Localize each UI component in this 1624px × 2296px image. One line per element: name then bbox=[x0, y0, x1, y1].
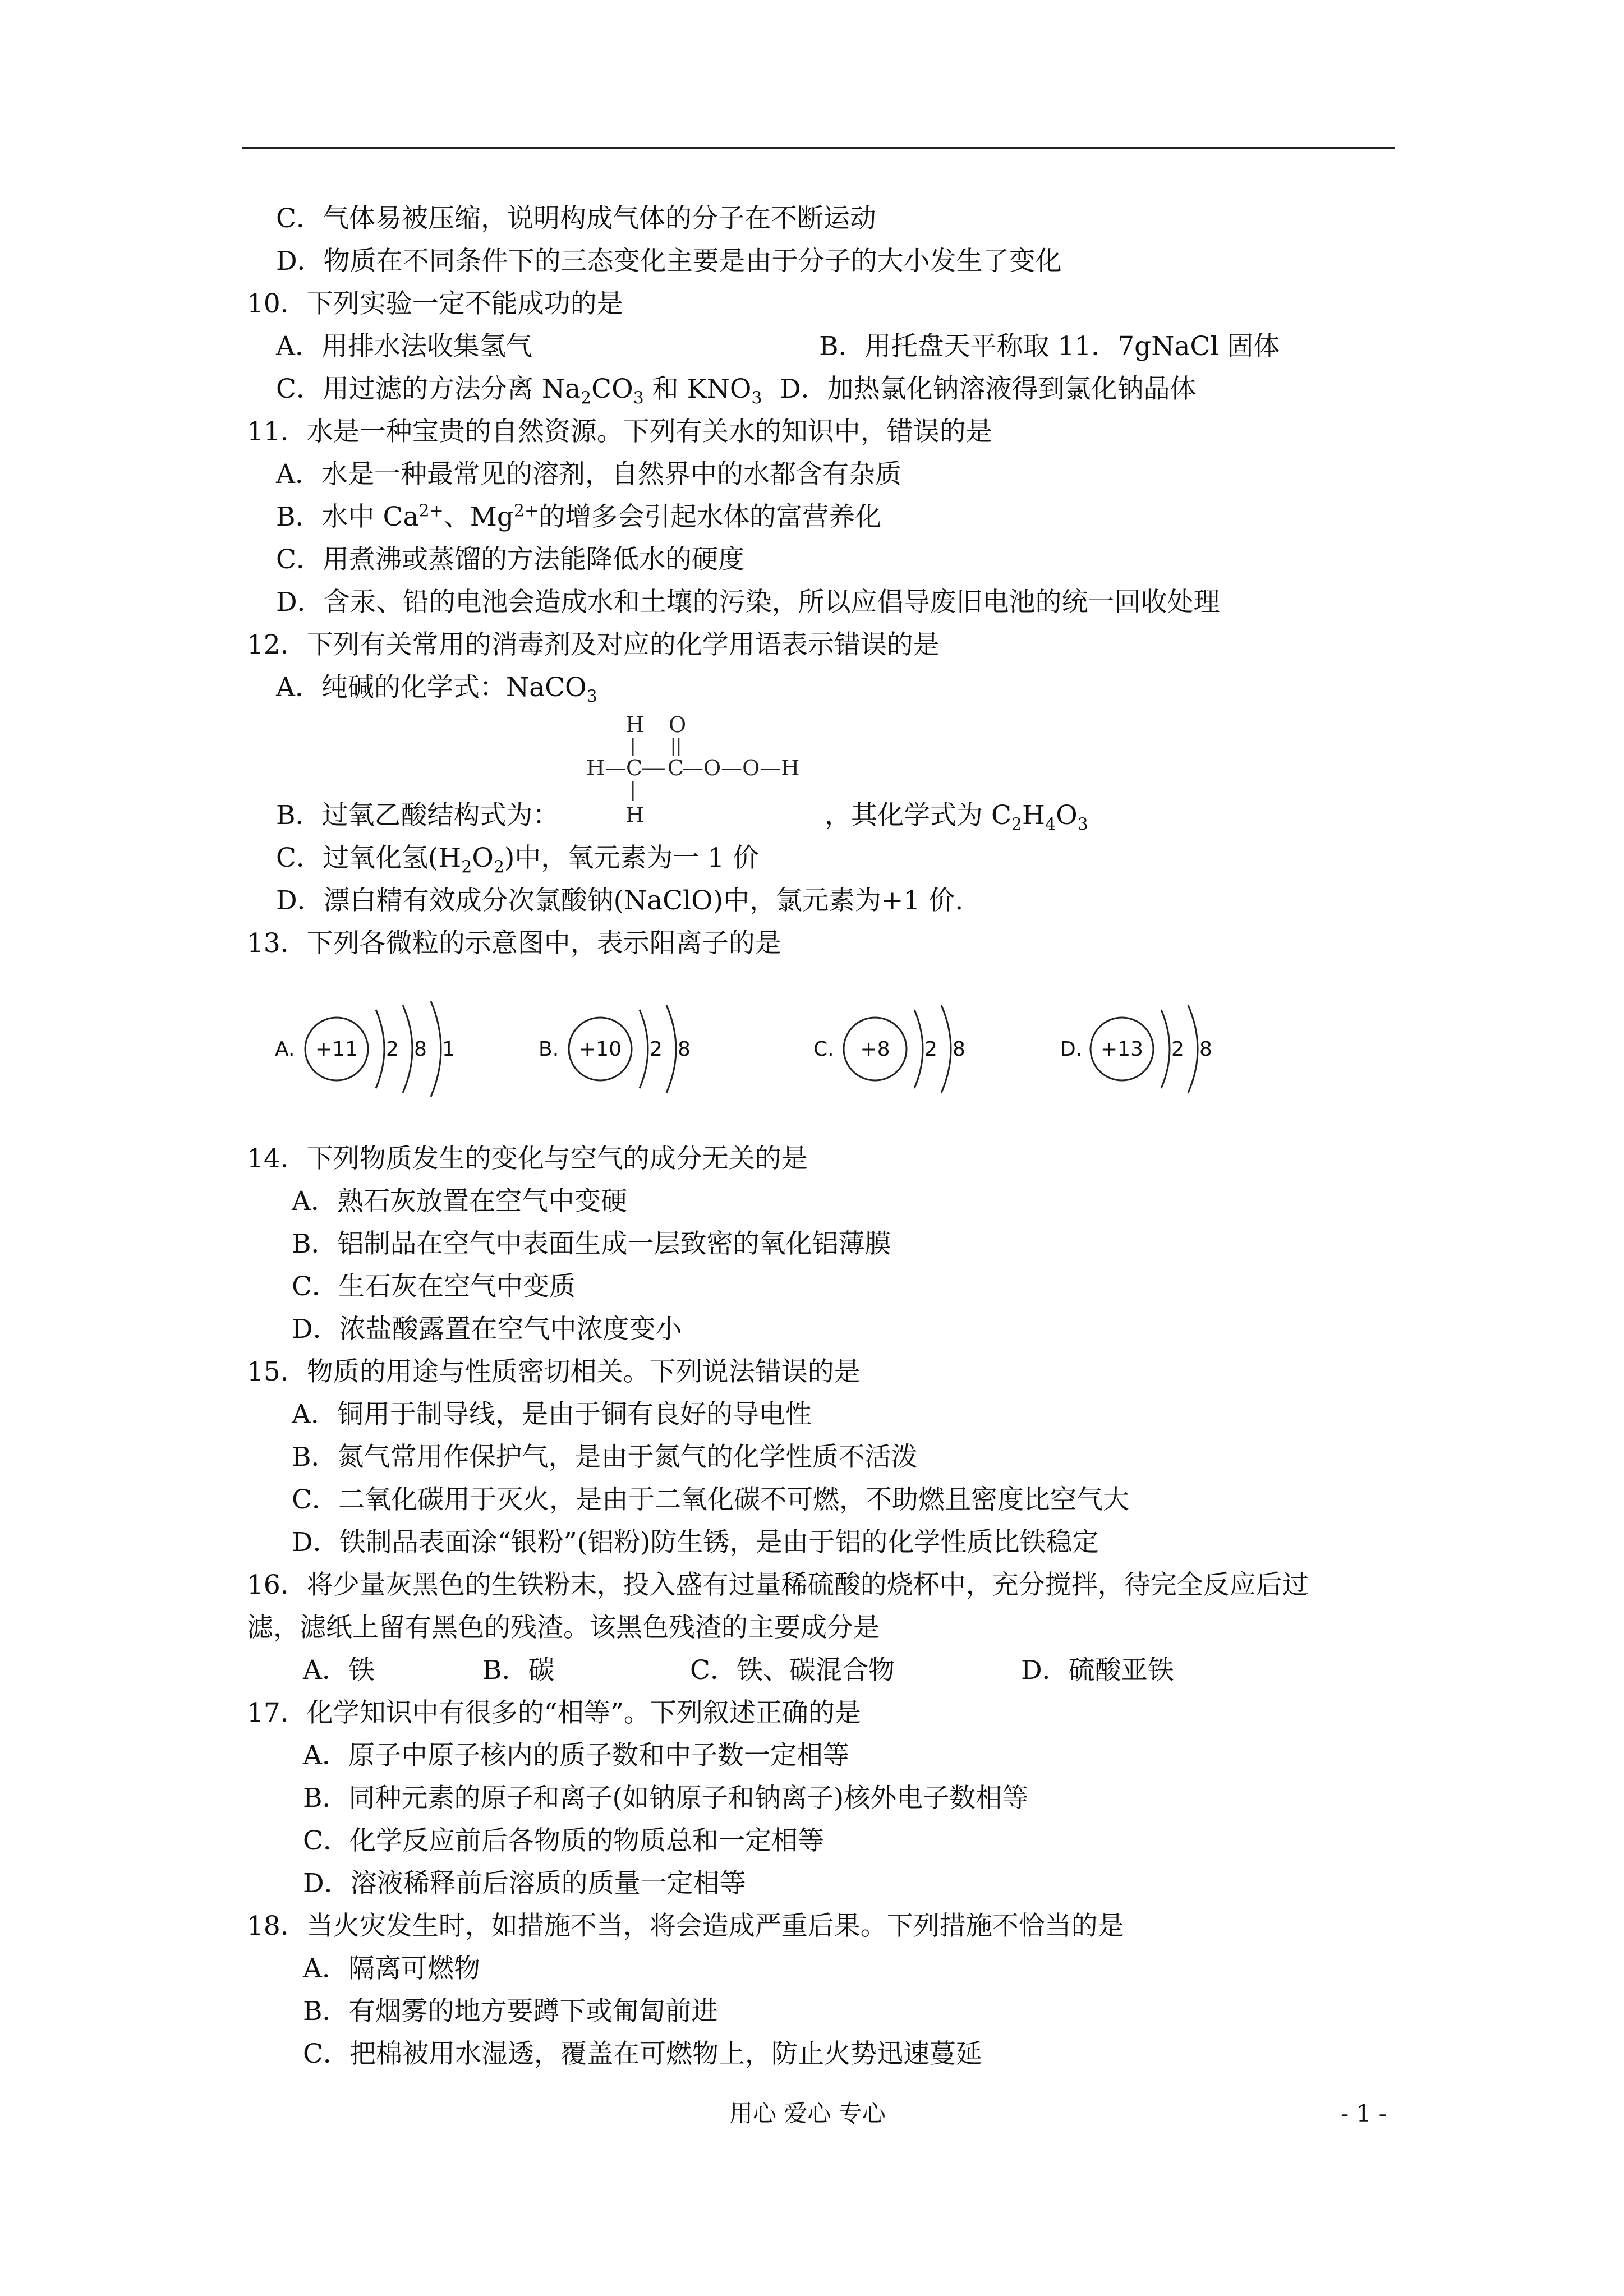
structure-top-o: O bbox=[669, 712, 687, 737]
svg-text:A.: A. bbox=[275, 1038, 295, 1061]
ion-diagrams bbox=[275, 993, 1251, 1105]
q10-option-c: C．用过滤的方法分离 $Na_2CO_3$ 和 $KNO_3$ bbox=[276, 374, 762, 408]
q15-option-a: A．铜用于制导线，是由于铜有良好的导电性 bbox=[292, 1399, 812, 1430]
page-number: - 1 - bbox=[1341, 2100, 1387, 2127]
q9-option-d: D．物质在不同条件下的三态变化主要是由于分子的大小发生了变化 bbox=[276, 246, 1062, 277]
ion-diagram-d bbox=[1060, 1005, 1212, 1093]
q11-option-d: D．含汞、铅的电池会造成水和土壤的污染，所以应倡导废旧电池的统一回收处理 bbox=[276, 587, 1220, 618]
q10-stem: 10．下列实验一定不能成功的是 bbox=[247, 288, 623, 319]
q10-option-b: B．用托盘天平称取 11．7gNaCl 固体 bbox=[819, 331, 1280, 362]
q17-stem: 17．化学知识中有很多的“相等”。下列叙述正确的是 bbox=[247, 1697, 861, 1728]
structure-chain: —O—O—H bbox=[682, 756, 800, 780]
q18-option-c: C．把棉被用水湿透，覆盖在可燃物上，防止火势迅速蔓延 bbox=[303, 2039, 982, 2069]
q15-option-d: D．铁制品表面涂“银粉”(铝粉)防生锈，是由于铝的化学性质比铁稳定 bbox=[292, 1527, 1099, 1558]
q17-option-c: C．化学反应前后各物质的物质总和一定相等 bbox=[303, 1825, 824, 1856]
q11-option-b: B．水中 $Ca^{2+}$、$Mg^{2+}$的增多会引起水体的富营养化 bbox=[276, 501, 882, 532]
q17-option-a: A．原子中原子核内的质子数和中子数一定相等 bbox=[303, 1740, 849, 1771]
svg-text:1: 1 bbox=[442, 1038, 455, 1061]
svg-text:2: 2 bbox=[386, 1038, 399, 1061]
ion-diagram-b bbox=[539, 1005, 691, 1093]
q12-stem: 12．下列有关常用的消毒剂及对应的化学用语表示错误的是 bbox=[247, 629, 940, 660]
svg-text:8: 8 bbox=[953, 1038, 965, 1061]
q16-option-d: D．硫酸亚铁 bbox=[1021, 1655, 1174, 1686]
svg-text:2: 2 bbox=[924, 1038, 937, 1061]
header-rule bbox=[242, 147, 1395, 149]
structure-bottom-h: H bbox=[625, 803, 645, 827]
q12-option-c: C．过氧化氢$(H_2O_2)$中，氧元素为一 1 价 bbox=[276, 843, 760, 877]
q18-option-b: B．有烟雾的地方要蹲下或匍匐前进 bbox=[303, 1996, 718, 2027]
q10-option-d: D．加热氯化钠溶液得到氯化钠晶体 bbox=[780, 374, 1197, 404]
svg-text:8: 8 bbox=[414, 1038, 427, 1061]
q12-option-b: B．过氧乙酸结构式为： bbox=[276, 800, 559, 831]
svg-text:B.: B. bbox=[539, 1038, 559, 1061]
q16-option-a: A．铁 bbox=[303, 1655, 375, 1686]
svg-text:C.: C. bbox=[813, 1038, 834, 1061]
q14-option-d: D．浓盐酸露置在空气中浓度变小 bbox=[292, 1314, 682, 1345]
structure-c2: C bbox=[668, 756, 684, 780]
svg-text:+13: +13 bbox=[1101, 1038, 1143, 1061]
q12-option-b-formula: ，其化学式为 $C_2H_4O_3$ bbox=[825, 800, 1088, 835]
svg-text:2: 2 bbox=[1171, 1038, 1184, 1061]
q11-stem: 11．水是一种宝贵的自然资源。下列有关水的知识中，错误的是 bbox=[247, 416, 992, 447]
q14-option-c: C．生石灰在空气中变质 bbox=[292, 1271, 576, 1302]
q16-stem-line1: 16．将少量灰黑色的生铁粉末，投入盛有过量稀硫酸的烧杯中，充分搅拌，待完全反应后过 bbox=[247, 1570, 1309, 1600]
q15-stem: 15．物质的用途与性质密切相关。下列说法错误的是 bbox=[247, 1356, 861, 1387]
q16-option-c: C．铁、碳混合物 bbox=[690, 1655, 895, 1686]
svg-text:8: 8 bbox=[1199, 1038, 1212, 1061]
q12-option-a: A．纯碱的化学式：NaCO$_3$ bbox=[276, 672, 597, 707]
q18-stem: 18．当火灾发生时，如措施不当，将会造成严重后果。下列措施不恰当的是 bbox=[247, 1911, 1124, 1941]
q17-option-d: D．溶液稀释前后溶质的质量一定相等 bbox=[303, 1868, 746, 1899]
q11-option-c: C．用煮沸或蒸馏的方法能降低水的硬度 bbox=[276, 544, 744, 575]
ion-diagram-c bbox=[813, 1005, 965, 1093]
q15-option-c: C．二氧化碳用于灭火，是由于二氧化碳不可燃，不助燃且密度比空气大 bbox=[292, 1484, 1129, 1515]
q9-option-c: C．气体易被压缩，说明构成气体的分子在不断运动 bbox=[276, 203, 876, 234]
svg-text:2: 2 bbox=[650, 1038, 663, 1061]
svg-text:+8: +8 bbox=[860, 1038, 890, 1061]
q18-option-a: A．隔离可燃物 bbox=[303, 1953, 480, 1984]
q14-stem: 14．下列物质发生的变化与空气的成分无关的是 bbox=[247, 1143, 808, 1174]
svg-text:8: 8 bbox=[678, 1038, 691, 1061]
q16-option-b: B．碳 bbox=[482, 1655, 555, 1686]
ion-diagram-a bbox=[275, 1001, 455, 1097]
footer-motto: 用心 爱心 专心 bbox=[729, 2100, 886, 2127]
peracetic-acid-structure bbox=[572, 712, 819, 830]
q11-option-a: A．水是一种最常见的溶剂，自然界中的水都含有杂质 bbox=[276, 459, 901, 490]
q15-option-b: B．氮气常用作保护气，是由于氮气的化学性质不活泼 bbox=[292, 1442, 918, 1473]
svg-text:D.: D. bbox=[1060, 1038, 1083, 1061]
svg-text:+11: +11 bbox=[315, 1038, 358, 1061]
svg-text:+10: +10 bbox=[579, 1038, 622, 1061]
q16-stem-line2: 滤，滤纸上留有黑色的残渣。该黑色残渣的主要成分是 bbox=[247, 1612, 880, 1643]
q12-option-d: D．漂白精有效成分次氯酸钠(NaClO)中，氯元素为+1 价. bbox=[276, 885, 964, 916]
structure-left-h: H— bbox=[586, 756, 627, 780]
q10-option-a: A．用排水法收集氢气 bbox=[276, 331, 532, 362]
q14-option-b: B．铝制品在空气中表面生成一层致密的氧化铝薄膜 bbox=[292, 1228, 891, 1259]
structure-c1: C bbox=[626, 756, 643, 780]
q17-option-b: B．同种元素的原子和离子(如钠原子和钠离子)核外电子数相等 bbox=[303, 1783, 1029, 1814]
structure-top-h: H bbox=[625, 712, 645, 737]
q14-option-a: A．熟石灰放置在空气中变硬 bbox=[292, 1186, 627, 1217]
q13-stem: 13．下列各微粒的示意图中，表示阳离子的是 bbox=[247, 928, 781, 959]
